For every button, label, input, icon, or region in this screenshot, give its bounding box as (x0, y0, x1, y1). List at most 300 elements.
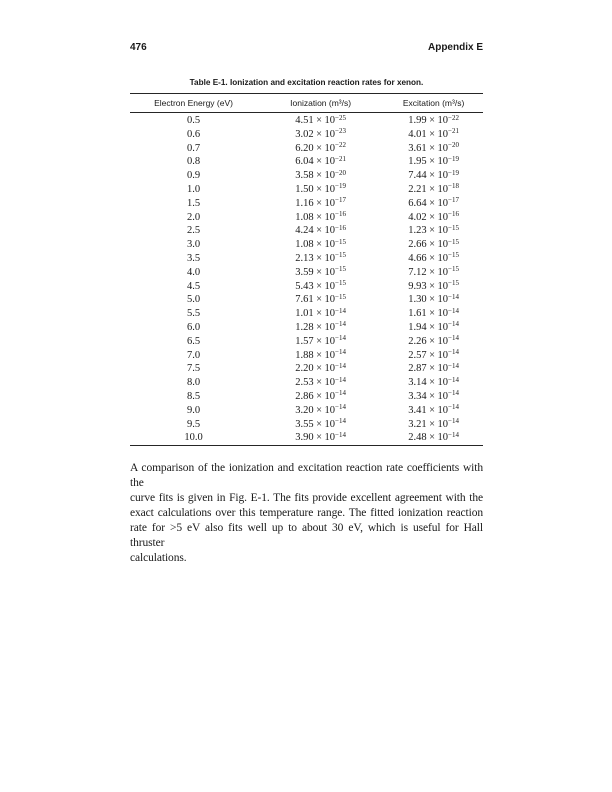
exponent: −15 (335, 279, 346, 288)
table-row (130, 266, 483, 280)
multiply-sign: × (429, 128, 435, 140)
exponent: −17 (448, 196, 459, 205)
base-ten: 10 (324, 197, 336, 209)
ionization-cell (257, 128, 384, 142)
exponent: −14 (335, 306, 346, 315)
excitation-cell (384, 418, 483, 432)
ionization-cell (257, 280, 384, 294)
energy-cell: 2.5 (186, 225, 201, 237)
mantissa: 1.08 (295, 239, 314, 251)
mantissa: 5.43 (295, 280, 314, 292)
ionization-cell (257, 197, 384, 211)
ionization-cell (257, 211, 384, 225)
table-row (130, 376, 483, 390)
multiply-sign: × (429, 225, 435, 237)
energy-cell: 8.0 (186, 377, 201, 389)
exponent: −16 (335, 210, 346, 219)
mantissa: 1.95 (408, 156, 427, 168)
exponent: −15 (448, 223, 459, 232)
ionization-cell (257, 431, 384, 445)
exponent: −21 (448, 127, 459, 136)
table-row (130, 197, 483, 211)
base-ten: 10 (437, 211, 448, 223)
energy-cell: 5.5 (186, 308, 201, 320)
exponent: −14 (448, 292, 459, 301)
table-row (130, 307, 483, 321)
base-ten: 10 (437, 418, 448, 430)
multiply-sign: × (316, 252, 323, 264)
excitation-cell (384, 321, 483, 335)
mantissa: 1.88 (295, 349, 314, 361)
col-header-ionization: Ionization (m³/s) (257, 94, 384, 113)
mantissa: 4.02 (408, 211, 427, 223)
energy-cell: 3.5 (186, 252, 201, 264)
paragraph-line: curve fits is given in Fig. E-1. The fits provide excellent agreement with the (130, 492, 483, 505)
mantissa: 1.08 (295, 211, 314, 223)
energy-cell: 1.5 (186, 197, 201, 209)
paragraph-line: exact calculations over this temperature range. The fitted ionization reaction (130, 507, 483, 520)
table-row (130, 280, 483, 294)
exponent: −15 (335, 237, 346, 246)
energy-cell: 3.0 (186, 239, 201, 251)
multiply-sign: × (316, 128, 323, 140)
base-ten: 10 (437, 239, 448, 251)
mantissa: 4.51 (295, 115, 314, 126)
table-row (130, 293, 483, 307)
table-header-row (130, 94, 483, 113)
base-ten: 10 (324, 266, 336, 278)
excitation-cell (384, 155, 483, 169)
base-ten: 10 (324, 225, 336, 237)
ionization-cell (257, 390, 384, 404)
mantissa: 7.44 (408, 170, 427, 182)
multiply-sign: × (429, 404, 435, 416)
base-ten: 10 (324, 308, 336, 320)
mantissa: 7.61 (295, 294, 314, 306)
ionization-cell (257, 113, 384, 128)
multiply-sign: × (429, 156, 435, 168)
mantissa: 2.20 (295, 363, 314, 375)
mantissa: 3.21 (408, 418, 427, 430)
energy-cell: 6.0 (186, 321, 201, 333)
base-ten: 10 (324, 390, 336, 402)
energy-cell: 7.0 (186, 349, 201, 361)
mantissa: 1.61 (408, 308, 427, 320)
mantissa: 6.20 (295, 142, 314, 154)
exponent: −18 (448, 182, 459, 191)
ionization-cell (257, 376, 384, 390)
table-row (130, 155, 483, 169)
exponent: −15 (335, 251, 346, 260)
ionization-cell (257, 169, 384, 183)
multiply-sign: × (429, 294, 435, 306)
exponent: −14 (448, 334, 459, 343)
multiply-sign: × (429, 280, 435, 292)
multiply-sign: × (429, 183, 435, 195)
multiply-sign: × (316, 363, 323, 375)
reaction-rates-table (130, 93, 483, 446)
ionization-cell (257, 266, 384, 280)
mantissa: 3.58 (295, 170, 314, 182)
multiply-sign: × (316, 432, 323, 444)
energy-cell: 4.0 (186, 266, 201, 278)
mantissa: 2.26 (408, 335, 427, 347)
energy-cell: 0.8 (186, 156, 201, 168)
page-header (130, 43, 483, 53)
exponent: −14 (448, 389, 459, 398)
exponent: −15 (448, 279, 459, 288)
exponent: −14 (335, 417, 346, 426)
base-ten: 10 (437, 183, 448, 195)
exponent: −23 (335, 127, 346, 136)
exponent: −14 (448, 430, 459, 439)
multiply-sign: × (429, 252, 435, 264)
exponent: −15 (448, 265, 459, 274)
mantissa: 2.53 (295, 377, 314, 389)
base-ten: 10 (437, 252, 448, 264)
ionization-cell (257, 418, 384, 432)
base-ten: 10 (324, 252, 336, 264)
mantissa: 4.01 (408, 128, 427, 140)
exponent: −21 (335, 154, 346, 163)
multiply-sign: × (316, 156, 323, 168)
exponent: −19 (448, 154, 459, 163)
ionization-cell (257, 349, 384, 363)
excitation-cell (384, 238, 483, 252)
base-ten: 10 (324, 349, 336, 361)
ionization-cell (257, 252, 384, 266)
excitation-cell (384, 431, 483, 445)
multiply-sign: × (316, 115, 323, 126)
table-row (130, 142, 483, 156)
base-ten: 10 (324, 363, 336, 375)
exponent: −20 (335, 168, 346, 177)
excitation-cell (384, 252, 483, 266)
base-ten: 10 (324, 142, 336, 154)
base-ten: 10 (437, 377, 448, 389)
base-ten: 10 (437, 197, 448, 209)
mantissa: 1.01 (295, 308, 314, 320)
page-content (130, 43, 483, 566)
table-row (130, 224, 483, 238)
energy-cell: 9.5 (186, 418, 201, 430)
energy-cell: 2.0 (186, 211, 201, 223)
mantissa: 2.66 (408, 239, 427, 251)
mantissa: 3.61 (408, 142, 427, 154)
paragraph-line: rate for >5 eV also fits well up to about 30 eV, which is useful for Hall thruster (130, 522, 483, 550)
ionization-cell (257, 321, 384, 335)
ionization-cell (257, 404, 384, 418)
multiply-sign: × (429, 418, 435, 430)
table-row (130, 321, 483, 335)
mantissa: 4.66 (408, 252, 427, 264)
mantissa: 3.41 (408, 404, 427, 416)
excitation-cell (384, 390, 483, 404)
excitation-cell (384, 280, 483, 294)
exponent: −14 (335, 430, 346, 439)
exponent: −16 (335, 223, 346, 232)
mantissa: 2.57 (408, 349, 427, 361)
multiply-sign: × (429, 308, 435, 320)
mantissa: 1.16 (295, 197, 314, 209)
energy-cell: 6.5 (186, 335, 201, 347)
excitation-cell (384, 183, 483, 197)
mantissa: 1.23 (408, 225, 427, 237)
table-row (130, 252, 483, 266)
table-body (130, 113, 483, 446)
table-row (130, 183, 483, 197)
exponent: −15 (448, 237, 459, 246)
ionization-cell (257, 335, 384, 349)
mantissa: 9.93 (408, 280, 427, 292)
energy-cell: 8.5 (186, 390, 201, 402)
table-row (130, 390, 483, 404)
mantissa: 3.90 (295, 432, 314, 444)
base-ten: 10 (437, 335, 448, 347)
mantissa: 1.99 (408, 115, 427, 126)
base-ten: 10 (437, 321, 448, 333)
base-ten: 10 (324, 239, 336, 251)
excitation-cell (384, 197, 483, 211)
mantissa: 1.94 (408, 321, 427, 333)
excitation-cell (384, 404, 483, 418)
mantissa: 3.14 (408, 377, 427, 389)
multiply-sign: × (429, 349, 435, 361)
multiply-sign: × (316, 404, 323, 416)
table-row (130, 431, 483, 445)
table-row (130, 128, 483, 142)
exponent: −14 (335, 334, 346, 343)
exponent: −14 (335, 389, 346, 398)
excitation-cell (384, 307, 483, 321)
multiply-sign: × (316, 197, 323, 209)
base-ten: 10 (437, 225, 448, 237)
multiply-sign: × (429, 321, 435, 333)
ionization-cell (257, 142, 384, 156)
multiply-sign: × (316, 321, 323, 333)
base-ten: 10 (437, 266, 448, 278)
multiply-sign: × (429, 266, 435, 278)
ionization-cell (257, 362, 384, 376)
base-ten: 10 (437, 142, 448, 154)
base-ten: 10 (324, 170, 336, 182)
exponent: −16 (448, 210, 459, 219)
paragraph-line: A comparison of the ionization and excitation reaction rate coefficients with the (130, 462, 483, 490)
exponent: −14 (335, 320, 346, 329)
mantissa: 3.34 (408, 390, 427, 402)
multiply-sign: × (429, 432, 435, 444)
multiply-sign: × (316, 239, 323, 251)
excitation-cell (384, 349, 483, 363)
multiply-sign: × (316, 349, 323, 361)
energy-cell: 0.7 (186, 142, 201, 154)
ionization-cell (257, 307, 384, 321)
base-ten: 10 (437, 294, 448, 306)
exponent: −17 (335, 196, 346, 205)
excitation-cell (384, 293, 483, 307)
exponent: −19 (335, 182, 346, 191)
base-ten: 10 (324, 115, 336, 126)
base-ten: 10 (437, 156, 448, 168)
exponent: −22 (448, 113, 459, 122)
base-ten: 10 (437, 280, 448, 292)
multiply-sign: × (429, 377, 435, 389)
ionization-cell (257, 183, 384, 197)
exponent: −15 (448, 251, 459, 260)
multiply-sign: × (429, 197, 435, 209)
base-ten: 10 (324, 280, 336, 292)
excitation-cell (384, 142, 483, 156)
exponent: −14 (448, 375, 459, 384)
excitation-cell (384, 169, 483, 183)
exponent: −20 (448, 141, 459, 150)
exponent: −14 (448, 320, 459, 329)
excitation-cell (384, 211, 483, 225)
table-row (130, 238, 483, 252)
excitation-cell (384, 362, 483, 376)
multiply-sign: × (429, 239, 435, 251)
exponent: −14 (448, 403, 459, 412)
col-header-excitation: Excitation (m³/s) (384, 94, 483, 113)
exponent: −14 (335, 403, 346, 412)
table-row (130, 404, 483, 418)
exponent: −19 (448, 168, 459, 177)
mantissa: 3.02 (295, 128, 314, 140)
base-ten: 10 (437, 349, 448, 361)
appendix-title: Appendix E (427, 42, 483, 53)
table-row (130, 362, 483, 376)
mantissa: 2.13 (295, 252, 314, 264)
ionization-cell (257, 155, 384, 169)
base-ten: 10 (437, 390, 448, 402)
paragraph-line: calculations. (130, 552, 187, 565)
exponent: −14 (335, 348, 346, 357)
exponent: −14 (448, 348, 459, 357)
mantissa: 1.28 (295, 321, 314, 333)
mantissa: 6.64 (408, 197, 427, 209)
multiply-sign: × (316, 170, 323, 182)
base-ten: 10 (324, 321, 336, 333)
ionization-cell (257, 293, 384, 307)
excitation-cell (384, 266, 483, 280)
exponent: −25 (335, 113, 346, 122)
multiply-sign: × (429, 170, 435, 182)
multiply-sign: × (316, 225, 323, 237)
table-row (130, 211, 483, 225)
table-row (130, 349, 483, 363)
excitation-cell (384, 335, 483, 349)
page-number: 476 (130, 42, 147, 53)
exponent: −14 (335, 361, 346, 370)
base-ten: 10 (324, 404, 336, 416)
table-row (130, 113, 483, 128)
excitation-cell (384, 376, 483, 390)
base-ten: 10 (324, 418, 336, 430)
table-row (130, 418, 483, 432)
exponent: −15 (335, 265, 346, 274)
col-header-electron-energy: Electron Energy (eV) (130, 94, 257, 113)
energy-cell: 1.0 (186, 183, 201, 195)
exponent: −14 (335, 375, 346, 384)
multiply-sign: × (316, 377, 323, 389)
ionization-cell (257, 238, 384, 252)
base-ten: 10 (324, 156, 336, 168)
base-ten: 10 (437, 404, 448, 416)
multiply-sign: × (316, 280, 323, 292)
base-ten: 10 (437, 128, 448, 140)
multiply-sign: × (429, 211, 435, 223)
mantissa: 7.12 (408, 266, 427, 278)
multiply-sign: × (316, 335, 323, 347)
mantissa: 2.48 (408, 432, 427, 444)
multiply-sign: × (429, 142, 435, 154)
energy-cell: 0.5 (186, 115, 201, 126)
base-ten: 10 (324, 377, 336, 389)
energy-cell: 0.9 (186, 170, 201, 182)
base-ten: 10 (324, 128, 336, 140)
mantissa: 2.21 (408, 183, 427, 195)
base-ten: 10 (324, 183, 336, 195)
mantissa: 1.57 (295, 335, 314, 347)
mantissa: 3.20 (295, 404, 314, 416)
multiply-sign: × (429, 390, 435, 402)
base-ten: 10 (324, 294, 336, 306)
ionization-cell (257, 224, 384, 238)
excitation-cell (384, 128, 483, 142)
body-paragraph (130, 461, 483, 566)
mantissa: 1.50 (295, 183, 314, 195)
energy-cell: 5.0 (186, 294, 201, 306)
multiply-sign: × (316, 142, 323, 154)
mantissa: 6.04 (295, 156, 314, 168)
excitation-cell (384, 224, 483, 238)
multiply-sign: × (316, 266, 323, 278)
exponent: −15 (335, 292, 346, 301)
base-ten: 10 (324, 211, 336, 223)
base-ten: 10 (437, 308, 448, 320)
table-row (130, 335, 483, 349)
mantissa: 4.24 (295, 225, 314, 237)
base-ten: 10 (324, 335, 336, 347)
multiply-sign: × (429, 363, 435, 375)
base-ten: 10 (437, 363, 448, 375)
mantissa: 3.59 (295, 266, 314, 278)
mantissa: 1.30 (408, 294, 427, 306)
mantissa: 2.86 (295, 390, 314, 402)
excitation-cell (384, 113, 483, 128)
multiply-sign: × (316, 418, 323, 430)
exponent: −22 (335, 141, 346, 150)
base-ten: 10 (324, 432, 336, 444)
multiply-sign: × (316, 294, 323, 306)
mantissa: 3.55 (295, 418, 314, 430)
base-ten: 10 (437, 432, 448, 444)
exponent: −14 (448, 417, 459, 426)
multiply-sign: × (316, 183, 323, 195)
base-ten: 10 (437, 170, 448, 182)
energy-cell: 4.5 (186, 280, 201, 292)
multiply-sign: × (316, 308, 323, 320)
base-ten: 10 (437, 115, 448, 126)
exponent: −14 (448, 361, 459, 370)
multiply-sign: × (429, 335, 435, 347)
multiply-sign: × (316, 390, 323, 402)
table-row (130, 169, 483, 183)
table-title: Table E-1. Ionization and excitation reaction rates for xenon. (189, 78, 424, 87)
multiply-sign: × (316, 211, 323, 223)
energy-cell: 0.6 (186, 128, 201, 140)
energy-cell: 9.0 (186, 404, 201, 416)
